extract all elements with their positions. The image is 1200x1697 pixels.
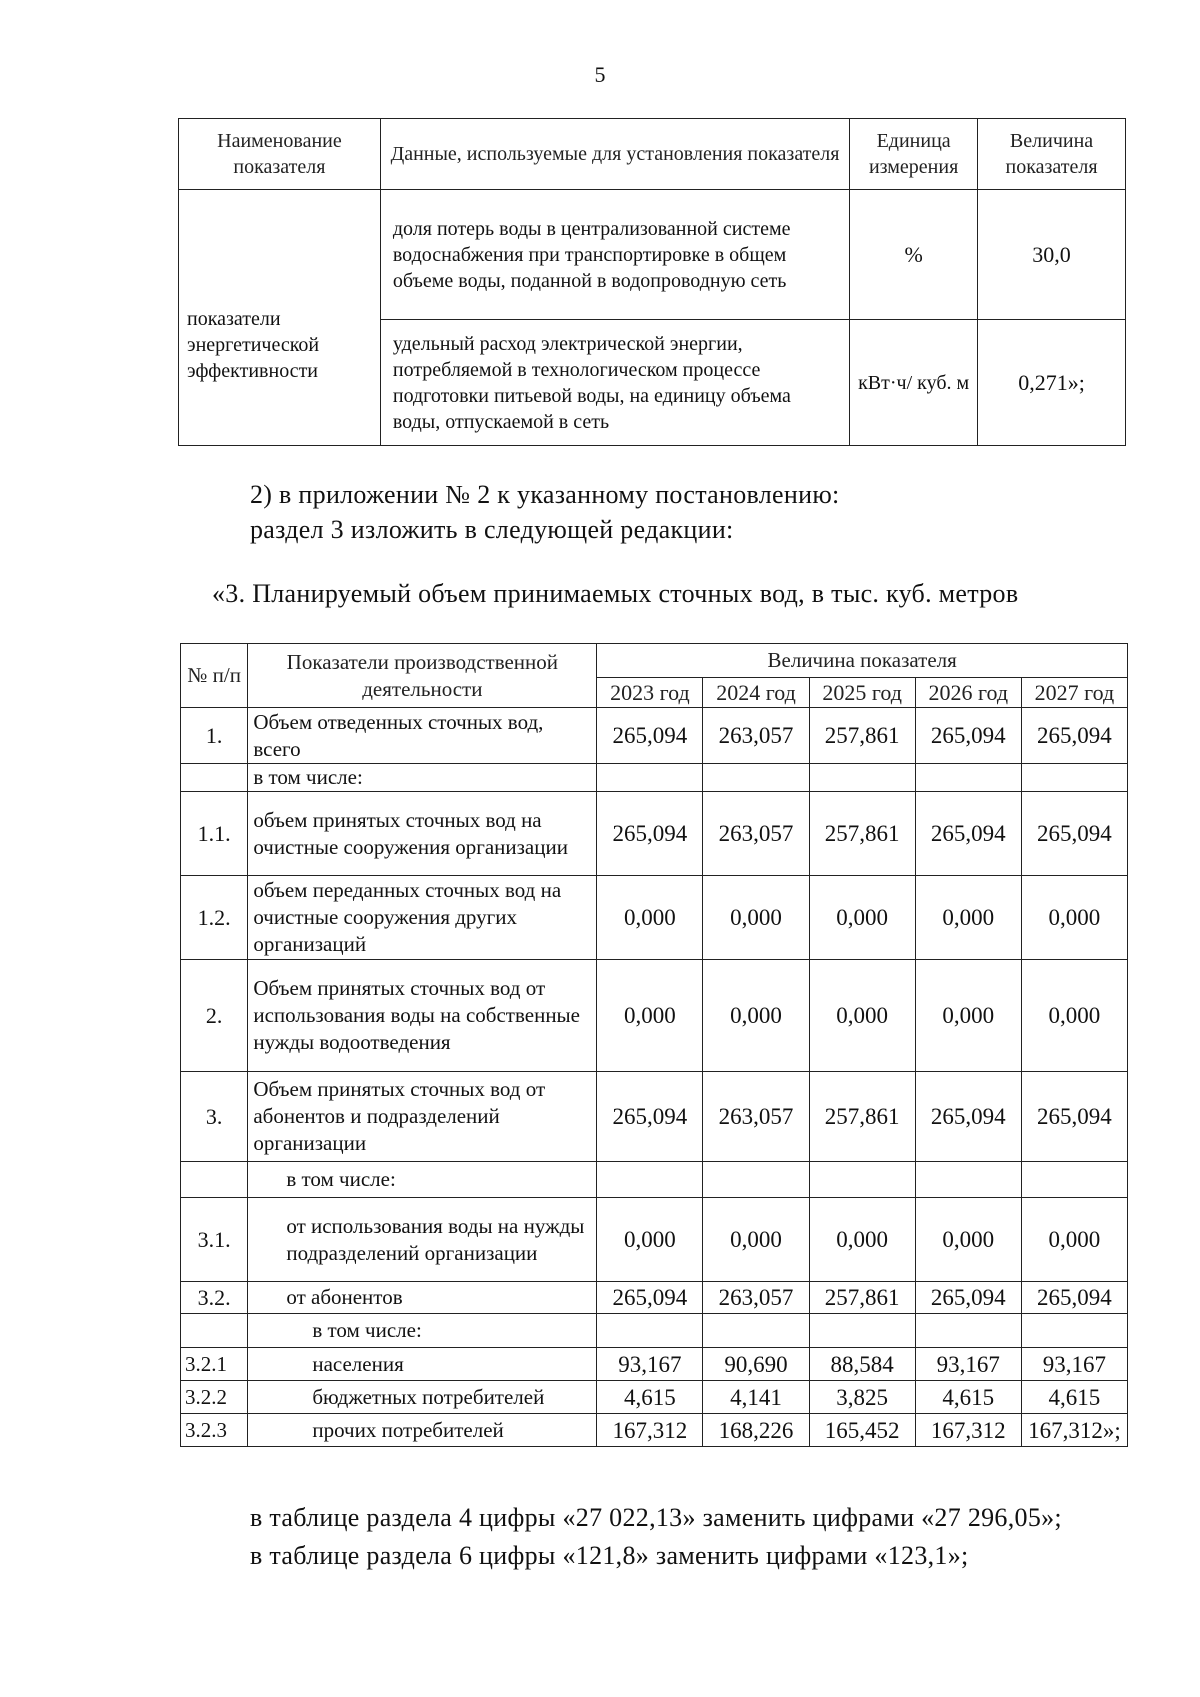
- value-cell: [703, 1314, 809, 1348]
- value-cell: [809, 1314, 915, 1348]
- value-cell: 263,057: [703, 1282, 809, 1314]
- row-number: 3.1.: [181, 1198, 248, 1282]
- value-cell: [597, 1162, 703, 1198]
- page-number: 5: [594, 62, 606, 87]
- table-header-row: [179, 119, 1126, 190]
- row-number: 3.2.1: [181, 1348, 248, 1381]
- value-cell: 167,312: [597, 1414, 703, 1447]
- row-number: 3.: [181, 1072, 248, 1162]
- value-cell: 0,000: [915, 960, 1021, 1072]
- value-cell: 265,094: [915, 1072, 1021, 1162]
- value-cell: 93,167: [1021, 1348, 1127, 1381]
- value-cell: 0,000: [703, 876, 809, 960]
- row-name: Объем принятых сточных вод от абонентов и подразделений организации: [248, 1072, 597, 1162]
- value-cell: 0,000: [597, 876, 703, 960]
- value-cell: [1021, 764, 1127, 792]
- table-row: [181, 1348, 1128, 1381]
- value-cell: 257,861: [809, 1072, 915, 1162]
- value-cell: 0,000: [597, 1198, 703, 1282]
- row-number: [181, 764, 248, 792]
- row-number: 1.1.: [181, 792, 248, 876]
- row-number: 3.2.: [181, 1282, 248, 1314]
- value-cell: 30,0: [978, 190, 1126, 320]
- value-cell: 265,094: [1021, 1282, 1127, 1314]
- value-cell: [597, 1314, 703, 1348]
- point-2-line-1: 2) в приложении № 2 к указанному постановлению:: [250, 480, 840, 509]
- row-name: бюджетных потребителей: [248, 1381, 597, 1414]
- value-cell: 263,057: [703, 792, 809, 876]
- value-cell: 168,226: [703, 1414, 809, 1447]
- row-name: от абонентов: [248, 1282, 597, 1314]
- value-cell: [703, 1162, 809, 1198]
- value-cell: 4,615: [915, 1381, 1021, 1414]
- value-cell: 265,094: [915, 708, 1021, 764]
- value-cell: 3,825: [809, 1381, 915, 1414]
- row-name: объем переданных сточных вод на очистные сооружения других организаций: [248, 876, 597, 960]
- table-header-row: [181, 644, 1128, 678]
- value-cell: 265,094: [1021, 792, 1127, 876]
- change-line-1: в таблице раздела 4 цифры «27 022,13» заменить цифрами «27 296,05»;: [250, 1503, 1062, 1532]
- value-cell: 0,000: [703, 1198, 809, 1282]
- value-cell: 4,615: [597, 1381, 703, 1414]
- header-year: 2026 год: [915, 678, 1021, 708]
- value-cell: 165,452: [809, 1414, 915, 1447]
- value-cell: 265,094: [1021, 1072, 1127, 1162]
- value-cell: 0,000: [915, 876, 1021, 960]
- table-row: [181, 792, 1128, 876]
- table-row: [181, 1162, 1128, 1198]
- header-year: 2024 год: [703, 678, 809, 708]
- value-cell: 0,000: [915, 1198, 1021, 1282]
- table-row: [181, 960, 1128, 1072]
- value-cell: 0,000: [703, 960, 809, 1072]
- value-cell: 257,861: [809, 1282, 915, 1314]
- value-cell: 0,000: [809, 876, 915, 960]
- table-row: [181, 1072, 1128, 1162]
- value-cell: 0,271»;: [978, 320, 1126, 446]
- value-cell: [809, 1162, 915, 1198]
- value-cell: 263,057: [703, 708, 809, 764]
- point-2-line-2: раздел 3 изложить в следующей редакции:: [250, 515, 734, 544]
- value-cell: 0,000: [1021, 960, 1127, 1072]
- header-indicator-name: Наименование показателя: [179, 119, 381, 190]
- header-indicator: Показатели производственной деятельности: [248, 644, 597, 708]
- row-name: от использования воды на нужды подразделений организации: [248, 1198, 597, 1282]
- value-cell: 167,312»;: [1021, 1414, 1127, 1447]
- row-number: 3.2.3: [181, 1414, 248, 1447]
- change-line-2: в таблице раздела 6 цифры «121,8» заменить цифрами «123,1»;: [250, 1541, 969, 1570]
- unit-cell: %: [850, 190, 978, 320]
- value-cell: 265,094: [597, 1282, 703, 1314]
- row-name: в том числе:: [248, 1314, 597, 1348]
- table-row: [181, 764, 1128, 792]
- value-cell: 88,584: [809, 1348, 915, 1381]
- table-row: [181, 876, 1128, 960]
- section-3-title: «3. Планируемый объем принимаемых сточных вод, в тыс. куб. метров: [212, 579, 1019, 608]
- value-cell: [1021, 1162, 1127, 1198]
- row-name: в том числе:: [248, 764, 597, 792]
- row-name: прочих потребителей: [248, 1414, 597, 1447]
- value-cell: 4,615: [1021, 1381, 1127, 1414]
- table-row: [181, 1198, 1128, 1282]
- value-cell: [1021, 1314, 1127, 1348]
- table-row: [181, 1314, 1128, 1348]
- data-cell: удельный расход электрической энергии, потребляемой в технологическом процессе подготовки питьевой воды, на единицу объема воды, отпускаемой в сеть: [380, 320, 849, 446]
- header-unit: Единица измерения: [850, 119, 978, 190]
- row-number: [181, 1162, 248, 1198]
- value-cell: 93,167: [915, 1348, 1021, 1381]
- row-number: 3.2.2: [181, 1381, 248, 1414]
- wastewater-volume-table: [180, 643, 1128, 1447]
- value-cell: [915, 764, 1021, 792]
- row-number: 2.: [181, 960, 248, 1072]
- value-cell: 0,000: [809, 1198, 915, 1282]
- table-row: [181, 708, 1128, 764]
- header-year: 2025 год: [809, 678, 915, 708]
- value-cell: [597, 764, 703, 792]
- row-name: населения: [248, 1348, 597, 1381]
- energy-efficiency-table: [178, 118, 1126, 446]
- value-cell: 263,057: [703, 1072, 809, 1162]
- data-cell: доля потерь воды в централизованной системе водоснабжения при транспортировке в общем объеме воды, поданной в водопроводную сеть: [380, 190, 849, 320]
- value-cell: 0,000: [597, 960, 703, 1072]
- value-cell: 265,094: [915, 792, 1021, 876]
- header-number: № п/п: [181, 644, 248, 708]
- table-row: [181, 1282, 1128, 1314]
- value-cell: 4,141: [703, 1381, 809, 1414]
- row-number: [181, 1314, 248, 1348]
- value-cell: 265,094: [597, 1072, 703, 1162]
- row-number: 1.2.: [181, 876, 248, 960]
- unit-cell: кВт·ч/ куб. м: [850, 320, 978, 446]
- value-cell: 265,094: [597, 792, 703, 876]
- value-cell: 0,000: [1021, 876, 1127, 960]
- header-value: Величина показателя: [978, 119, 1126, 190]
- value-cell: [915, 1314, 1021, 1348]
- value-cell: 93,167: [597, 1348, 703, 1381]
- group-name-cell: показатели энергетической эффективности: [179, 190, 381, 446]
- row-name: Объем принятых сточных вод от использования воды на собственные нужды водоотведения: [248, 960, 597, 1072]
- table-row: [179, 190, 1126, 320]
- row-name: в том числе:: [248, 1162, 597, 1198]
- value-cell: 0,000: [1021, 1198, 1127, 1282]
- row-name: объем принятых сточных вод на очистные сооружения организации: [248, 792, 597, 876]
- row-name: Объем отведенных сточных вод, всего: [248, 708, 597, 764]
- header-year: 2023 год: [597, 678, 703, 708]
- value-cell: 90,690: [703, 1348, 809, 1381]
- value-cell: 257,861: [809, 708, 915, 764]
- value-cell: 257,861: [809, 792, 915, 876]
- value-cell: 0,000: [809, 960, 915, 1072]
- header-year: 2027 год: [1021, 678, 1127, 708]
- value-cell: 265,094: [1021, 708, 1127, 764]
- value-cell: 265,094: [597, 708, 703, 764]
- table-row: [181, 1381, 1128, 1414]
- table-row: [181, 1414, 1128, 1447]
- row-number: 1.: [181, 708, 248, 764]
- header-value-group: Величина показателя: [597, 644, 1128, 678]
- value-cell: [703, 764, 809, 792]
- value-cell: [915, 1162, 1021, 1198]
- value-cell: [809, 764, 915, 792]
- header-indicator-data: Данные, используемые для установления показателя: [380, 119, 849, 190]
- value-cell: 265,094: [915, 1282, 1021, 1314]
- value-cell: 167,312: [915, 1414, 1021, 1447]
